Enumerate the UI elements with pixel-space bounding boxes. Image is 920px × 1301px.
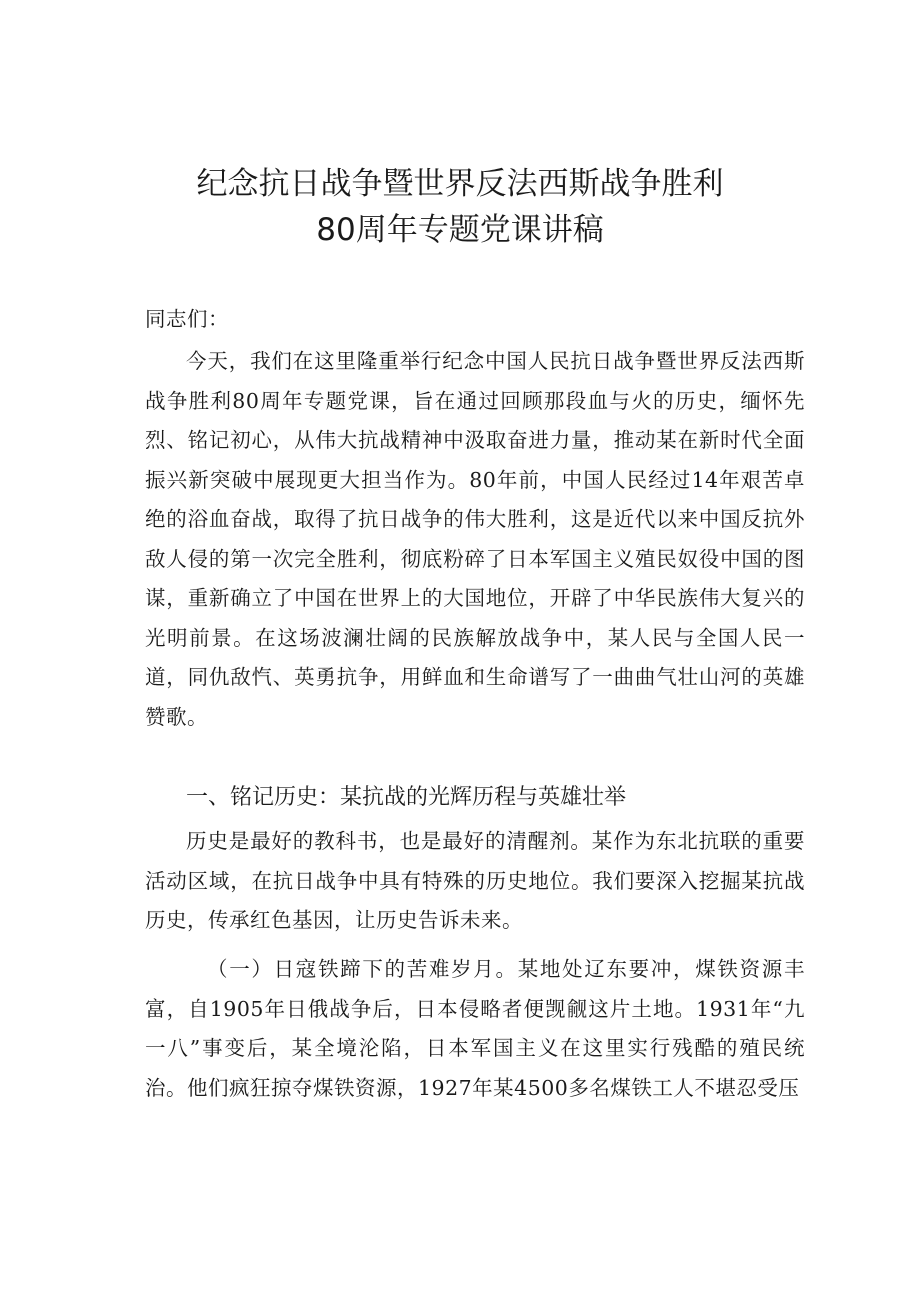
paragraph-history: 历史是最好的教科书，也是最好的清醒剂。某作为东北抗联的重要活动区域，在抗日战争中具有特殊的历史地位。我们要深入挖掘某抗战历史，传承红色基因，让历史告诉未来。 xyxy=(145,829,805,932)
section-heading-1: 一、铭记历史：某抗战的光辉历程与英雄壮举 xyxy=(186,785,627,810)
paragraph-intro: 今天，我们在这里隆重举行纪念中国人民抗日战争暨世界反法西斯战争胜利80周年专题党课，旨在通过回顾那段血与火的历史，缅怀先烈、铭记初心，从伟大抗战精神中汲取奋进力量，推动某在新时代全面振兴新突破中展现更大担当作为。80年前，中国人民经过14年艰苦卓绝的浴血奋战，取得了抗日战争的伟大胜利，这是近代以来中国反抗外敌人侵的第一次完全胜利，彻底粉碎了日本军国主义殖民奴役中国的图谋，重新确立了中国在世界上的大国地位，开辟了中华民族伟大复兴的光明前景。在这场波澜壮阔的民族解放战争中，某人民与全国人民一道，同仇敌忾、英勇抗争，用鲜血和生命谱写了一曲曲气壮山河的英雄赞歌。 xyxy=(145,349,805,729)
document-title-line2: 80周年专题党课讲稿 xyxy=(316,212,604,248)
paragraph-suffering: （一）日寇铁蹄下的苦难岁月。某地处辽东要冲，煤铁资源丰富，自1905年日俄战争后，日本侵略者便觊觎这片土地。1931年“九一八”事变后，某全境沦陷，日本军国主义在这里实行残酷的殖民统治。他们疯狂掠夺煤铁资源，1927年某4500多名煤铁工人不堪忍受压 xyxy=(145,957,805,1100)
document-title-line1: 纪念抗日战争暨世界反法西斯战争胜利 xyxy=(196,166,724,202)
salutation: 同志们： xyxy=(145,307,229,331)
